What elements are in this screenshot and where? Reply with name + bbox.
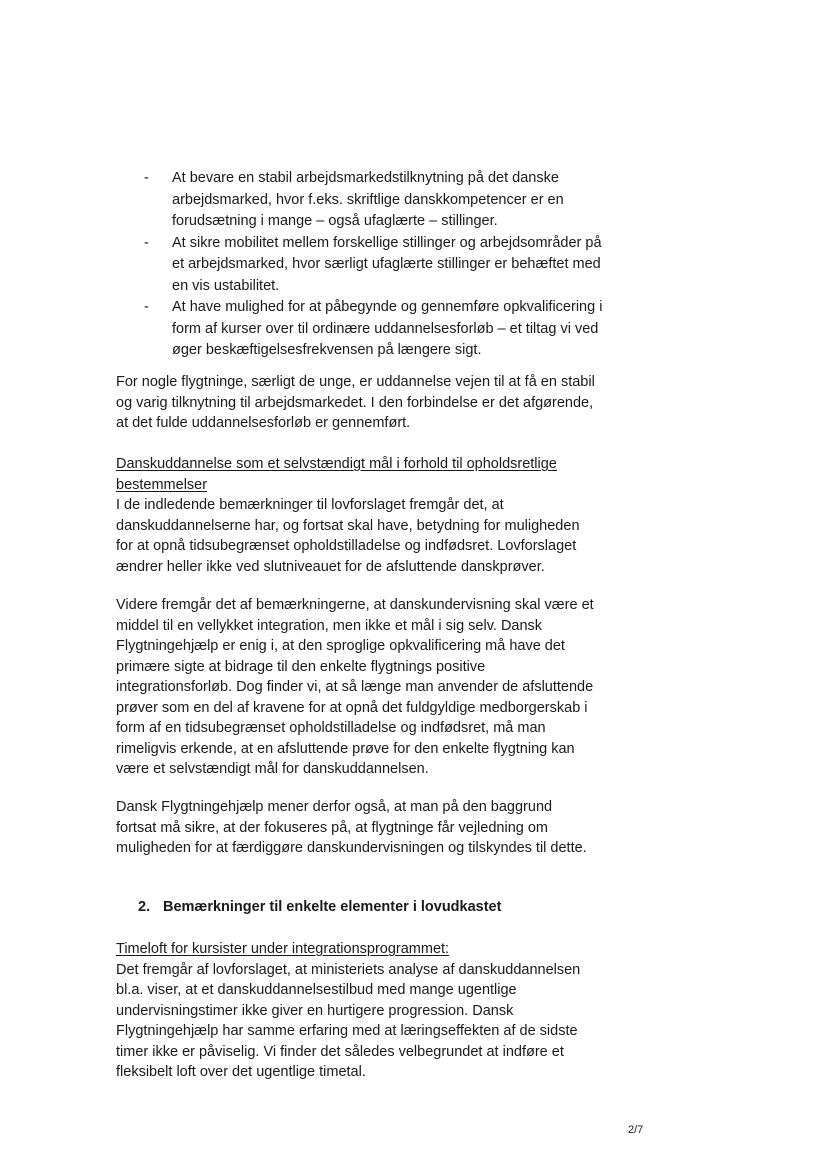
- paragraph-bemaerkninger: I de indledende bemærkninger til lovforslaget fremgår det, at danskuddannelserne har, og fortsat skal have, betydning for muligheden for at opnå tidsubegrænset opholdstilladelse og indfødsret. Lovforslaget ændrer heller ikke ved slutniveauet for de afsluttende danskprøver.: [116, 497, 580, 575]
- page-number: 2/7: [628, 1124, 644, 1136]
- bullet-text: At have mulighed for at påbegynde og gennemføre opkvalificering i form af kurser over til ordinære uddannelsesforløb – et tiltag vi ved øger beskæftigelsesfrekvensen på længere sigt.: [172, 299, 603, 358]
- subheading-timeloft: Timeloft for kursister under integrationsprogrammet:: [116, 941, 450, 957]
- paragraph-danskundervisning: Videre fremgår det af bemærkningerne, at danskundervisning skal være et middel til en vellykket integration, men ikke et mål i sig selv. Dansk Flygtningehjælp er enig i, at den sproglige opkvalificering må have det primære sigte at bidrage til den enkelte flygtnings positive integrationsforløb. Dog finder vi, at så længe man anvender de afsluttende prøver som en del af kravene for at opnå det fuldgyldige medborgerskab i form af en tidsubegrænset opholdstilladelse og indfødsret, må man rimeligvis erkende, at en afsluttende prøve for den enkelte flygtning kan være et selvstændigt mål for danskuddannelsen.: [116, 597, 594, 777]
- bullet-marker: -: [144, 170, 149, 186]
- list-item: [140, 233, 610, 298]
- section-heading: [138, 897, 618, 918]
- bullet-list: [140, 168, 610, 362]
- bullet-text: At sikre mobilitet mellem forskellige stillinger og arbejdsområder på et arbejdsmarked, hvor særligt ufaglærte stillinger er behæftet med en vis ustabilitet.: [172, 234, 602, 294]
- section-danskuddannelse: [116, 454, 596, 577]
- paragraph-uddannelse: For nogle flygtninge, særligt de unge, er uddannelse vejen til at få en stabil og varig tilknytning til arbejdsmarkedet. I den forbindelse er det afgørende, at det fulde uddannelsesforløb er gennemført.: [116, 374, 595, 431]
- bullet-marker: -: [144, 299, 149, 315]
- paragraph-timeloft: Det fremgår af lovforslaget, at ministeriets analyse af danskuddannelsen bl.a. viser, at et danskuddannelsestilbud med mange ugentlige undervisningstimer ikke giver en hurtigere progression. Dansk Flygtningehjælp har samme erfaring med at læringseffekten af de sidste timer ikke er påviselig. Vi finder det således velbegrundet at indføre et fleksibelt loft over det ugentlige timetal.: [116, 961, 581, 1080]
- paragraph-vejledning: Dansk Flygtningehjælp mener derfor også, at man på den baggrund fortsat må sikre, at der fokuseres på, at flygtninge får vejledning om muligheden for at færdiggøre danskundervisningen og tilskyndes til dette.: [116, 799, 587, 856]
- bullet-text: At bevare en stabil arbejdsmarkedstilknytning på det danske arbejdsmarked, hvor f.eks. skriftlige danskkompetencer er en forudsætning i mange – også ufaglærte – stillinger.: [172, 170, 564, 229]
- section-title: Bemærkninger til enkelte elementer i lovudkastet: [163, 899, 502, 915]
- section-number: 2.: [138, 899, 151, 915]
- bullet-marker: -: [144, 234, 149, 251]
- list-item: [140, 297, 610, 362]
- list-item: [140, 168, 610, 233]
- subheading-danskuddannelse: Danskuddannelse som et selvstændigt mål i forhold til opholdsretlige bestemmelser: [116, 456, 557, 493]
- section-timeloft: [116, 939, 596, 1083]
